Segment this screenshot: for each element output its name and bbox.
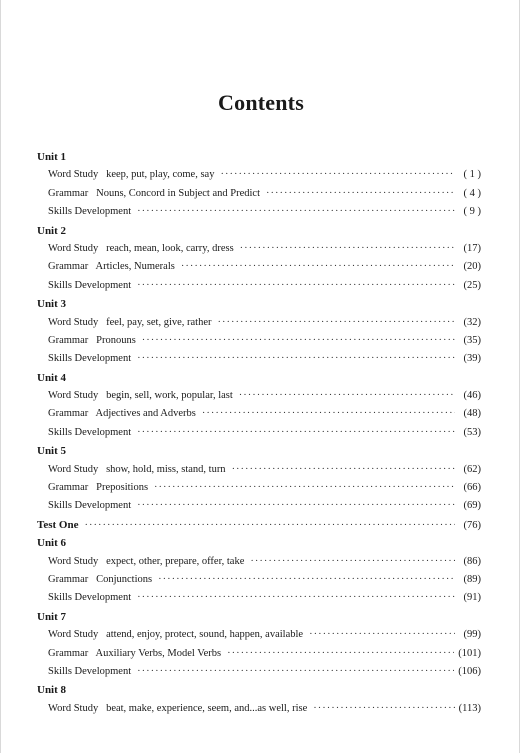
toc-entry[interactable] bbox=[37, 332, 481, 350]
entry-page: (86) bbox=[463, 555, 481, 567]
toc-entry[interactable] bbox=[37, 166, 481, 184]
entry-page: (99) bbox=[463, 629, 481, 641]
toc-entry[interactable] bbox=[37, 258, 481, 276]
entry-page: (91) bbox=[463, 592, 481, 604]
entry-page: (46) bbox=[463, 390, 481, 402]
toc-entry[interactable] bbox=[37, 479, 481, 497]
toc-entry[interactable] bbox=[37, 387, 481, 405]
toc-entry[interactable] bbox=[37, 314, 481, 332]
entry-label: Word Study attend, enjoy, protect, sound, happen, available bbox=[48, 629, 304, 641]
entry-label: Word Study begin, sell, work, popular, last bbox=[48, 390, 233, 402]
entry-page: (76) bbox=[463, 519, 481, 531]
entry-page: (66) bbox=[463, 482, 481, 494]
leader-dots bbox=[313, 700, 454, 718]
entry-page: ( 9 ) bbox=[463, 206, 481, 218]
entry-page: (62) bbox=[463, 463, 481, 475]
leader-dots bbox=[250, 553, 455, 571]
toc-entry[interactable] bbox=[37, 461, 481, 479]
entry-page: (53) bbox=[463, 426, 481, 438]
entry-page: ( 4 ) bbox=[463, 187, 481, 199]
leader-dots bbox=[158, 571, 455, 589]
leader-dots bbox=[137, 277, 455, 295]
entry-label: Grammar Articles, Numerals bbox=[48, 261, 175, 273]
entry-page: (101) bbox=[458, 647, 481, 659]
toc-entry[interactable] bbox=[37, 405, 481, 423]
leader-dots bbox=[137, 663, 454, 681]
entry-label: Word Study keep, put, play, come, say bbox=[48, 169, 215, 181]
entry-page: (32) bbox=[463, 316, 481, 328]
leader-dots bbox=[181, 258, 455, 276]
unit-heading: Unit 8 bbox=[37, 684, 67, 697]
toc-entry[interactable] bbox=[37, 700, 481, 718]
leader-dots bbox=[239, 387, 455, 405]
unit-heading: Unit 4 bbox=[37, 371, 67, 384]
toc-entry-test-one[interactable] bbox=[37, 516, 481, 534]
leader-dots bbox=[240, 240, 455, 258]
entry-label: Word Study expect, other, prepare, offer, take bbox=[48, 555, 245, 567]
entry-page: (17) bbox=[463, 242, 481, 254]
table-of-contents bbox=[37, 148, 481, 718]
entry-label: Grammar Nouns, Concord in Subject and Predict bbox=[48, 187, 260, 199]
leader-dots bbox=[154, 479, 455, 497]
entry-label: Skills Development bbox=[48, 279, 132, 291]
leader-dots bbox=[137, 203, 455, 221]
entry-page: ( 1 ) bbox=[463, 169, 481, 181]
entry-page: (89) bbox=[463, 573, 481, 585]
entry-page: (113) bbox=[458, 702, 481, 714]
unit-heading: Unit 6 bbox=[37, 537, 67, 550]
entry-page: (106) bbox=[458, 665, 481, 677]
entry-label: Skills Development bbox=[48, 592, 132, 604]
toc-entry[interactable] bbox=[37, 424, 481, 442]
unit-heading: Unit 7 bbox=[37, 610, 67, 623]
entry-page: (48) bbox=[463, 408, 481, 420]
leader-dots bbox=[227, 645, 454, 663]
entry-page: (35) bbox=[463, 334, 481, 346]
leader-dots bbox=[202, 405, 455, 423]
entry-page: (69) bbox=[463, 500, 481, 512]
page-title: Contents bbox=[218, 90, 304, 115]
entry-label: Grammar Conjunctions bbox=[48, 573, 153, 585]
entry-label: Grammar Adjectives and Adverbs bbox=[48, 408, 196, 420]
test-label: Test One bbox=[37, 518, 79, 531]
entry-label: Grammar Auxiliary Verbs, Model Verbs bbox=[48, 647, 222, 659]
toc-entry[interactable] bbox=[37, 553, 481, 571]
toc-entry[interactable] bbox=[37, 589, 481, 607]
leader-dots bbox=[137, 589, 455, 607]
leader-dots bbox=[142, 332, 455, 350]
toc-entry[interactable] bbox=[37, 185, 481, 203]
entry-page: (20) bbox=[463, 261, 481, 273]
toc-entry[interactable] bbox=[37, 626, 481, 644]
leader-dots bbox=[137, 497, 455, 515]
entry-label: Word Study reach, mean, look, carry, dress bbox=[48, 242, 234, 254]
leader-dots bbox=[309, 626, 455, 644]
unit-heading: Unit 3 bbox=[37, 298, 67, 311]
toc-entry[interactable] bbox=[37, 350, 481, 368]
entry-label: Skills Development bbox=[48, 500, 132, 512]
leader-dots bbox=[220, 166, 455, 184]
leader-dots bbox=[218, 314, 455, 332]
leader-dots bbox=[266, 185, 455, 203]
toc-entry[interactable] bbox=[37, 663, 481, 681]
unit-heading: Unit 1 bbox=[37, 151, 67, 163]
leader-dots bbox=[84, 517, 455, 535]
toc-entry[interactable] bbox=[37, 240, 481, 258]
unit-heading: Unit 5 bbox=[37, 445, 67, 458]
toc-entry[interactable] bbox=[37, 497, 481, 515]
entry-page: (39) bbox=[463, 353, 481, 365]
toc-entry[interactable] bbox=[37, 203, 481, 221]
entry-label: Skills Development bbox=[48, 206, 132, 218]
leader-dots bbox=[232, 461, 455, 479]
entry-label: Word Study feel, pay, set, give, rather bbox=[48, 316, 212, 328]
entry-label: Skills Development bbox=[48, 353, 132, 365]
entry-label: Word Study beat, make, experience, seem, and...as well, rise bbox=[48, 702, 308, 714]
toc-entry[interactable] bbox=[37, 645, 481, 663]
entry-label: Grammar Pronouns bbox=[48, 334, 136, 346]
leader-dots bbox=[137, 424, 455, 442]
entry-label: Skills Development bbox=[48, 665, 132, 677]
leader-dots bbox=[137, 350, 455, 368]
entry-label: Grammar Prepositions bbox=[48, 482, 149, 494]
entry-label: Skills Development bbox=[48, 426, 132, 438]
entry-page: (25) bbox=[463, 279, 481, 291]
unit-heading: Unit 2 bbox=[37, 224, 67, 237]
toc-entry[interactable] bbox=[37, 571, 481, 589]
entry-label: Word Study show, hold, miss, stand, turn bbox=[48, 463, 226, 475]
toc-entry[interactable] bbox=[37, 277, 481, 295]
